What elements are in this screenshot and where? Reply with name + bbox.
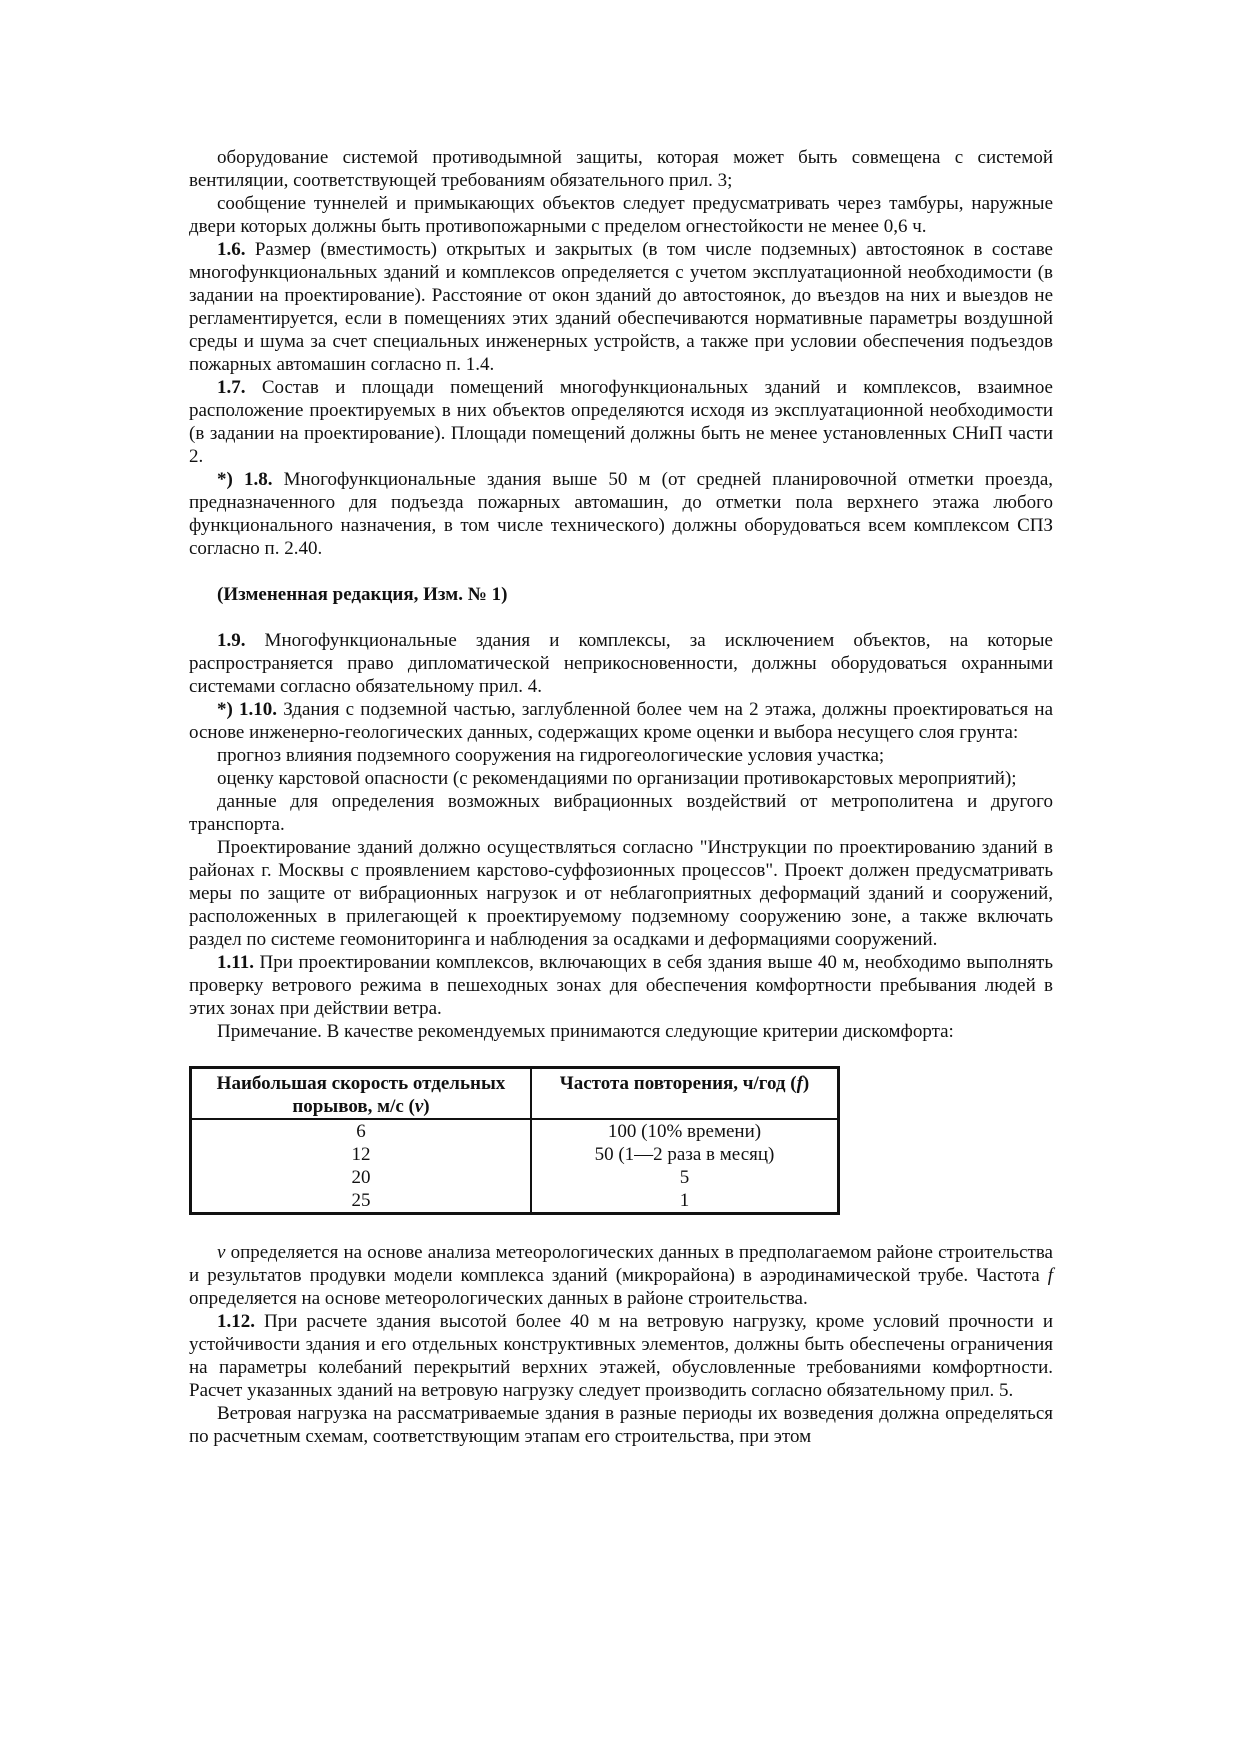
paragraph xyxy=(189,744,1053,767)
paragraph xyxy=(189,790,1053,836)
cell-speed: 12 xyxy=(351,1144,371,1165)
paragraph-text: Размер (вместимость) открытых и закрытых (в том числе подземных) автостоянок в составе многофункциональных зданий и комплексов определяется с учетом эксплуатационной необходимости (в задании на проектирование). Расстояние от окон зданий до автостоянок, до въездов на них и выездов не регламентируется, если в помещениях этих зданий обеспечиваются нормативные параметры воздушной среды и шума за счет специальных инженерных устройств, а также при условии обеспечения подъездов пожарных автомашин согласно п. 1.4. xyxy=(189,239,1053,375)
paragraph-text: оборудование системой противодымной защиты, которая может быть совмещена с системой вентиляции, соответствующей требованиям обязательного прил. 3; xyxy=(189,147,1053,191)
clause-number: 1.12. xyxy=(217,1311,255,1332)
cell-frequency: 100 (10% времени) xyxy=(531,1119,839,1143)
paragraph-text: Состав и площади помещений многофункциональных зданий и комплексов, взаимное расположение проектируемых в них объектов определяются исходя из эксплуатационной необходимости (в задании на проектирование). Площади помещений должны быть не менее установленных СНиП части 2. xyxy=(189,377,1053,467)
clause-number: 1.7. xyxy=(217,377,246,398)
table-row xyxy=(191,1143,839,1166)
paragraph-text: Здания с подземной частью, заглубленной более чем на 2 этажа, должны проектироваться на основе инженерно-геологических данных, содержащих кроме оценки и выбора несущего слоя грунта: xyxy=(189,699,1054,743)
paragraph xyxy=(189,767,1053,790)
paragraph xyxy=(189,629,1053,698)
cell-speed: 6 xyxy=(356,1121,366,1142)
clause-number: *) 1.10. xyxy=(217,699,278,720)
table-row xyxy=(191,1189,839,1214)
paragraph xyxy=(189,146,1053,192)
paragraph-text: Многофункциональные здания выше 50 м (от средней планировочной отметки проезда, предназначенного для подъезда пожарных автомашин, до отметки пола верхнего этажа любого функционального назначения, в том числе технического) должны оборудоваться всем комплексом СПЗ согласно п. 2.40. xyxy=(189,469,1054,559)
cell-frequency: 1 xyxy=(531,1189,839,1214)
paragraph xyxy=(189,951,1053,1020)
paragraph-text: прогноз влияния подземного сооружения на гидрогеологические условия участка; xyxy=(217,745,885,766)
revision-note: (Измененная редакция, Изм. № 1) xyxy=(217,584,508,605)
header-frequency: Частота повторения, ч/год (f) xyxy=(531,1068,839,1120)
cell-speed: 25 xyxy=(351,1190,371,1211)
paragraph xyxy=(189,238,1053,376)
section-top xyxy=(189,146,1053,560)
cell-speed: 20 xyxy=(351,1167,371,1188)
paragraph xyxy=(189,468,1053,560)
table-row xyxy=(191,1119,839,1143)
clause-number: 1.11. xyxy=(217,952,254,973)
cell-frequency: 5 xyxy=(531,1166,839,1189)
table-header-row xyxy=(191,1068,839,1120)
section-bottom xyxy=(189,1310,1053,1448)
cell-frequency: 50 (1—2 раза в месяц) xyxy=(531,1143,839,1166)
paragraph xyxy=(189,698,1053,744)
paragraph xyxy=(189,192,1053,238)
paragraph-text: данные для определения возможных вибрационных воздействий от метрополитена и другого транспорта. xyxy=(189,791,1053,835)
paragraph-text: Проектирование зданий должно осуществляться согласно "Инструкции по проектированию зданий в районах г. Москвы с проявлением карстово-суффозионных процессов". Проект должен предусматривать меры по защите от вибрационных нагрузок и от неблагоприятных деформаций зданий и сооружений, расположенных в прилегающей к проектируемому подземному сооружению зоне, а также включать раздел по системе геомониторинга и наблюдения за осадками и деформациями сооружений. xyxy=(189,837,1053,950)
header-speed: Наибольшая скорость отдельных порывов, м/с (v) xyxy=(191,1068,532,1120)
paragraph-after-table: v определяется на основе анализа метеорологических данных в предполагаемом районе строительства и результатов продувки модели комплекса зданий (микрорайона) в аэродинамической трубе. Частота f определяется на основе метеорологических данных в районе строительства. xyxy=(189,1242,1053,1309)
paragraph xyxy=(189,1310,1053,1402)
paragraph-text: Многофункциональные здания и комплексы, за исключением объектов, на которые распространяется право дипломатической неприкосновенности, должны оборудоваться охранными системами согласно обязательному прил. 4. xyxy=(189,630,1053,697)
paragraph-text: При расчете здания высотой более 40 м на ветровую нагрузку, кроме условий прочности и устойчивости здания и его отдельных конструктивных элементов, должны быть обеспечены ограничения на параметры колебаний перекрытий верхних этажей, обусловленные требованиями комфортности. Расчет указанных зданий на ветровую нагрузку следует производить согласно обязательному прил. 5. xyxy=(189,1311,1053,1401)
paragraph xyxy=(189,376,1053,468)
paragraph xyxy=(189,1020,1053,1043)
clause-number: 1.6. xyxy=(217,239,246,260)
discomfort-criteria-table xyxy=(189,1066,840,1215)
paragraph-text: Ветровая нагрузка на рассматриваемые здания в разные периоды их возведения должна определяться по расчетным схемам, соответствующим этапам его строительства, при этом xyxy=(189,1403,1053,1447)
paragraph-text: сообщение туннелей и примыкающих объектов следует предусматривать через тамбуры, наружные двери которых должны быть противопожарными с пределом огнестойкости не менее 0,6 ч. xyxy=(189,193,1053,237)
section-middle xyxy=(189,629,1053,1043)
paragraph-text: оценку карстовой опасности (с рекомендациями по организации противокарстовых мероприятий); xyxy=(217,768,1017,789)
document-page xyxy=(189,146,1053,1448)
paragraph xyxy=(189,1402,1053,1448)
clause-number: 1.9. xyxy=(217,630,246,651)
paragraph-text: Примечание. В качестве рекомендуемых принимаются следующие критерии дискомфорта: xyxy=(217,1021,954,1042)
paragraph-text: При проектировании комплексов, включающих в себя здания выше 40 м, необходимо выполнять проверку ветрового режима в пешеходных зонах для обеспечения комфортности пребывания людей в этих зонах при действии ветра. xyxy=(189,952,1053,1019)
paragraph xyxy=(189,836,1053,951)
table-row xyxy=(191,1166,839,1189)
clause-number: *) 1.8. xyxy=(217,469,273,490)
